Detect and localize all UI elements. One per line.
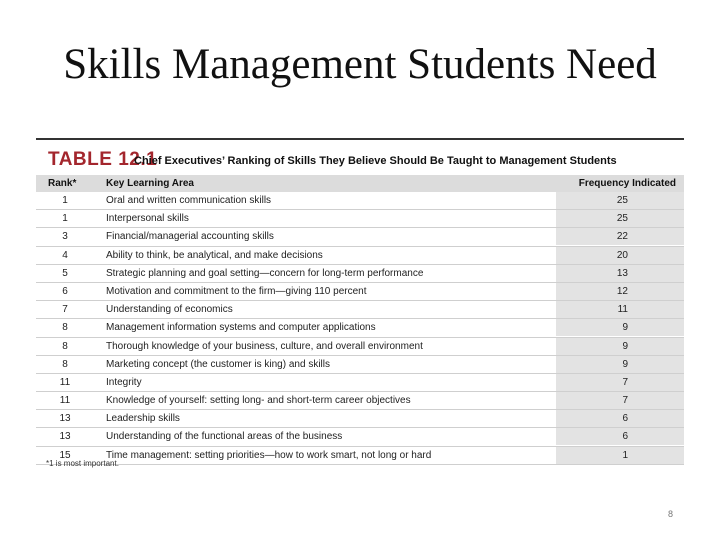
cell-area: Understanding of the functional areas of the business	[106, 431, 343, 443]
freq-cell-bg	[556, 265, 684, 282]
cell-area: Understanding of economics	[106, 304, 233, 316]
table-caption: Chief Executives’ Ranking of Skills They Believe Should Be Taught to Management Students	[134, 155, 617, 167]
freq-cell-bg	[556, 319, 684, 336]
cell-rank: 11	[59, 395, 71, 407]
cell-frequency: 6	[622, 431, 628, 443]
cell-area: Motivation and commitment to the firm—giving 110 percent	[106, 285, 367, 297]
cell-frequency: 11	[617, 304, 628, 316]
header-rank: Rank*	[48, 178, 77, 189]
cell-frequency: 13	[616, 267, 628, 279]
skills-table	[36, 138, 684, 468]
table-row	[36, 447, 684, 465]
cell-rank: 13	[59, 431, 71, 443]
cell-frequency: 7	[622, 376, 628, 388]
table-row	[36, 192, 684, 210]
cell-area: Management information systems and computer applications	[106, 322, 376, 334]
freq-cell-bg	[556, 447, 684, 464]
cell-rank: 15	[59, 449, 71, 461]
cell-frequency: 22	[616, 231, 628, 243]
table-row	[36, 228, 684, 246]
cell-rank: 3	[62, 231, 68, 243]
freq-cell-bg	[556, 301, 684, 318]
freq-cell-bg	[556, 283, 684, 300]
table-body	[36, 192, 684, 465]
cell-rank: 1	[62, 195, 68, 206]
cell-rank: 11	[59, 376, 71, 388]
table-row	[36, 247, 684, 265]
freq-cell-bg	[556, 192, 684, 209]
freq-cell-bg	[556, 228, 684, 245]
freq-cell-bg	[556, 210, 684, 227]
table-row	[36, 356, 684, 374]
cell-rank: 8	[62, 358, 68, 370]
freq-cell-bg	[556, 428, 684, 445]
cell-rank: 4	[62, 249, 68, 261]
header-frequency: Frequency Indicated	[578, 178, 676, 189]
cell-rank: 8	[62, 322, 68, 334]
footnote: *1 is most important.	[46, 459, 119, 468]
top-rule	[36, 138, 684, 140]
freq-cell-bg	[556, 374, 684, 391]
cell-frequency: 9	[622, 322, 628, 334]
slide-title: Skills Management Students Need	[63, 41, 657, 88]
table-row	[36, 210, 684, 228]
cell-area: Marketing concept (the customer is king) and skills	[106, 358, 330, 370]
cell-rank: 1	[62, 213, 68, 225]
cell-rank: 13	[59, 413, 71, 425]
cell-frequency: 25	[616, 213, 628, 225]
cell-area: Oral and written communication skills	[106, 195, 272, 206]
table-label: TABLE 12.1	[48, 149, 158, 170]
freq-cell-bg	[556, 338, 684, 355]
freq-cell-bg	[556, 392, 684, 409]
cell-frequency: 9	[622, 358, 628, 370]
table-row	[36, 392, 684, 410]
cell-frequency: 9	[622, 340, 628, 352]
cell-rank: 5	[62, 267, 68, 279]
table-row	[36, 374, 684, 392]
freq-cell-bg	[556, 356, 684, 373]
table-row	[36, 338, 684, 356]
freq-cell-bg	[556, 247, 684, 264]
freq-cell-bg	[556, 410, 684, 427]
table-row	[36, 283, 684, 301]
table-row	[36, 428, 684, 446]
cell-rank: 6	[62, 285, 68, 297]
header-area: Key Learning Area	[106, 178, 194, 189]
cell-area: Leadership skills	[106, 413, 180, 425]
table-row	[36, 410, 684, 428]
cell-frequency: 6	[622, 413, 628, 425]
page-number: 8	[668, 509, 674, 519]
cell-frequency: 25	[616, 195, 628, 206]
table-row	[36, 319, 684, 337]
cell-area: Integrity	[106, 376, 142, 388]
cell-frequency: 1	[622, 449, 628, 461]
cell-frequency: 7	[622, 395, 628, 407]
cell-area: Ability to think, be analytical, and make decisions	[106, 249, 323, 261]
cell-frequency: 12	[616, 285, 628, 297]
cell-area: Thorough knowledge of your business, culture, and overall environment	[106, 340, 423, 352]
cell-area: Time management: setting priorities—how to work smart, not long or hard	[106, 449, 432, 461]
cell-frequency: 20	[616, 249, 628, 261]
cell-rank: 8	[62, 340, 68, 352]
table-header	[36, 175, 684, 192]
cell-area: Interpersonal skills	[106, 213, 189, 225]
table-row	[36, 265, 684, 283]
cell-area: Knowledge of yourself: setting long- and short-term career objectives	[106, 395, 411, 407]
cell-rank: 7	[62, 304, 68, 316]
cell-area: Strategic planning and goal setting—concern for long-term performance	[106, 267, 424, 279]
cell-area: Financial/managerial accounting skills	[106, 231, 274, 243]
table-row	[36, 301, 684, 319]
